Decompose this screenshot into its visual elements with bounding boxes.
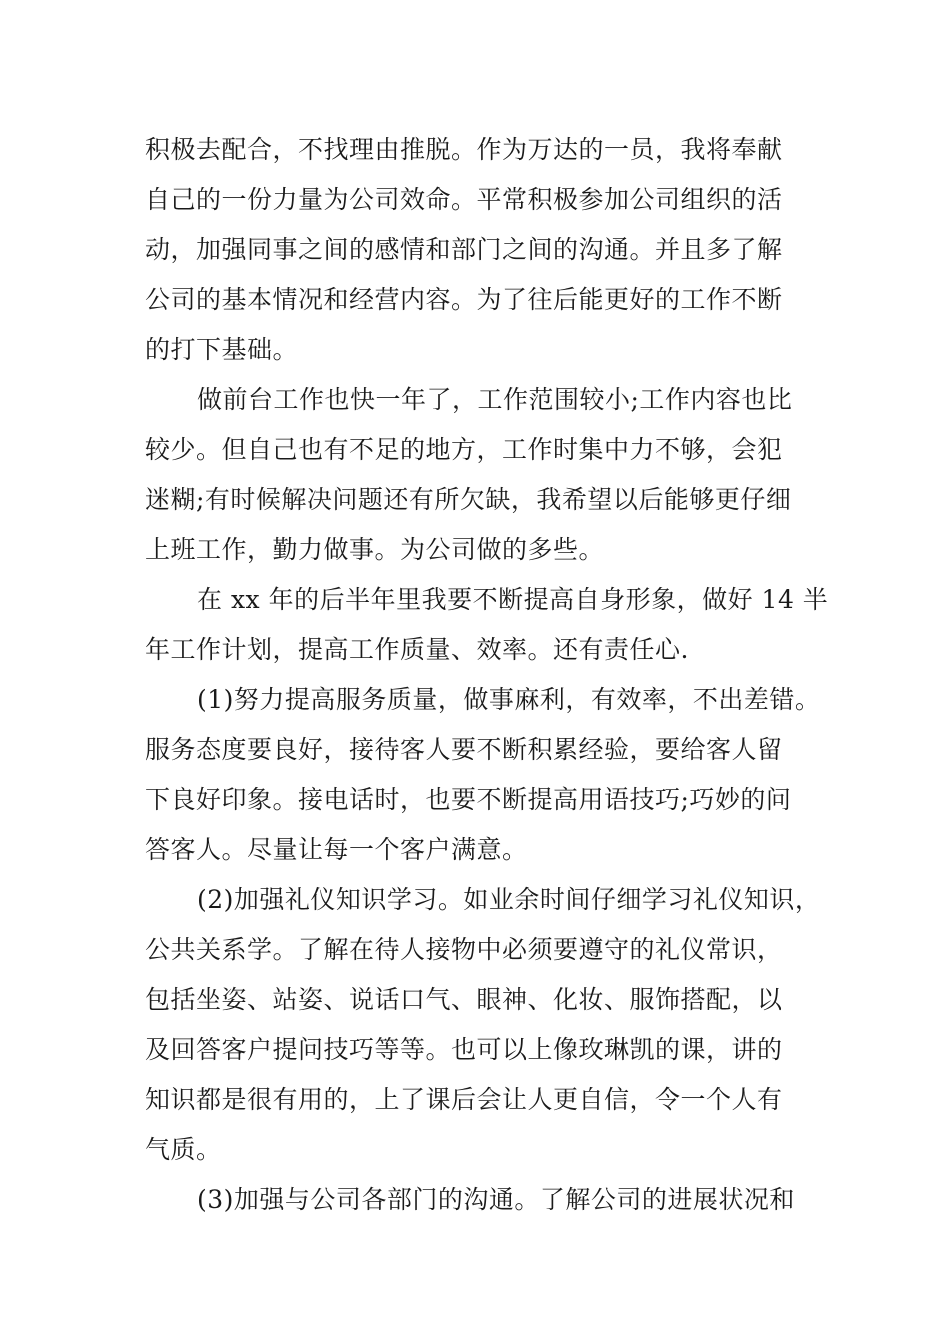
text-line: 公共关系学。了解在待人接物中必须要遵守的礼仪常识， bbox=[145, 935, 783, 964]
paragraph-first-line: 在 xx 年的后半年里我要不断提高自身形象，做好 14 半 bbox=[197, 585, 829, 614]
list-item-first-line: (3)加强与公司各部门的沟通。了解公司的进展状况和 bbox=[197, 1185, 795, 1214]
text-line: 答客人。尽量让每一个客户满意。 bbox=[145, 835, 528, 864]
text-line: 上班工作，勤力做事。为公司做的多些。 bbox=[145, 535, 605, 564]
list-item-first-line: (2)加强礼仪知识学习。如业余时间仔细学习礼仪知识， bbox=[197, 885, 821, 914]
text-line: 及回答客户提问技巧等等。也可以上像玫琳凯的课，讲的 bbox=[145, 1035, 783, 1064]
text-line: 迷糊;有时候解决问题还有所欠缺，我希望以后能够更仔细 bbox=[145, 485, 792, 514]
list-item-first-line: (1)努力提高服务质量，做事麻利，有效率，不出差错。 bbox=[197, 685, 821, 714]
text-line: 自己的一份力量为公司效命。平常积极参加公司组织的活 bbox=[145, 185, 783, 214]
text-line: 包括坐姿、站姿、说话口气、眼神、化妆、服饰搭配，以 bbox=[145, 985, 783, 1014]
text-line: 公司的基本情况和经营内容。为了往后能更好的工作不断 bbox=[145, 285, 783, 314]
text-line: 年工作计划，提高工作质量、效率。还有责任心. bbox=[145, 635, 689, 664]
text-line: 的打下基础。 bbox=[145, 335, 299, 364]
paragraph-first-line: 做前台工作也快一年了，工作范围较小;工作内容也比 bbox=[197, 385, 793, 414]
text-line: 积极去配合，不找理由推脱。作为万达的一员，我将奉献 bbox=[145, 135, 783, 164]
text-line: 较少。但自己也有不足的地方，工作时集中力不够，会犯 bbox=[145, 435, 783, 464]
text-line: 动，加强同事之间的感情和部门之间的沟通。并且多了解 bbox=[145, 235, 783, 264]
text-line: 知识都是很有用的，上了课后会让人更自信，令一个人有 bbox=[145, 1085, 783, 1114]
text-line: 气质。 bbox=[145, 1135, 222, 1164]
text-line: 下良好印象。接电话时，也要不断提高用语技巧;巧妙的问 bbox=[145, 785, 792, 814]
text-line: 服务态度要良好，接待客人要不断积累经验，要给客人留 bbox=[145, 735, 783, 764]
